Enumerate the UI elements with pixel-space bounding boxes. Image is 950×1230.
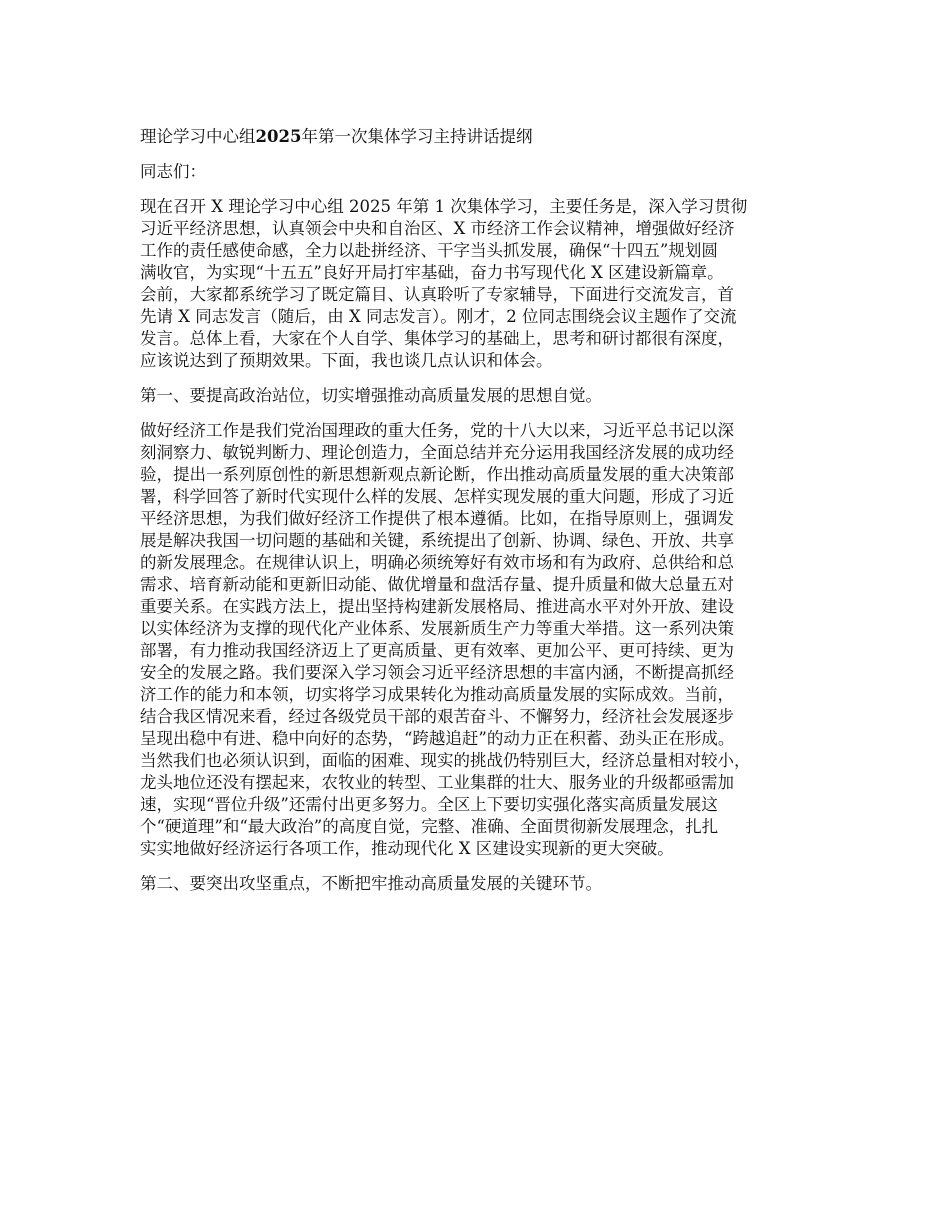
paragraph-line: 展是解决我国一切问题的基础和关键，系统提出了创新、协调、绿色、开放、共享	[140, 531, 734, 550]
paragraph-line: 结合我区情况来看，经过各级党员干部的艰苦奋斗、不懈努力，经济社会发展逐步	[140, 707, 734, 726]
paragraph-line: 刻洞察力、敏锐判断力、理论创造力，全面总结并充分运用我国经济发展的成功经	[140, 443, 734, 462]
paragraph-line: 现在召开 X 理论学习中心组 2025 年第 1 次集体学习，主要任务是，深入学习贯彻	[140, 197, 748, 216]
paragraph-line: 工作的责任感使命感，全力以赴拼经济、干字当头抓发展，确保“十四五”规划圆	[140, 241, 718, 260]
intro-paragraph	[140, 196, 830, 372]
document-body	[140, 126, 830, 908]
paragraph-line: 重要关系。在实践方法上，提出坚持构建新发展格局、推进高水平对外开放、建设	[140, 597, 734, 616]
paragraph-line: 个“硬道理”和“最大政治”的高度自觉，完整、准确、全面贯彻新发展理念，扎扎	[140, 817, 719, 836]
paragraph-line: 发言。总体上看，大家在个人自学、集体学习的基础上，思考和研讨都很有深度，	[140, 329, 734, 348]
paragraph-line: 当然我们也必须认识到，面临的困难、现实的挑战仍特别巨大，经济总量相对较小，	[140, 751, 751, 770]
paragraph-line: 速，实现“晋位升级”还需付出更多努力。全区上下要切实强化落实高质量发展这	[140, 795, 718, 814]
paragraph-line: 署，科学回答了新时代实现什么样的发展、怎样实现发展的重大问题，形成了习近	[140, 487, 734, 506]
paragraph-line: 验，提出一系列原创性的新思想新观点新论断，作出推动高质量发展的重大决策部	[140, 465, 734, 484]
paragraph-line: 会前，大家都系统学习了既定篇目、认真聆听了专家辅导，下面进行交流发言，首	[140, 285, 734, 304]
paragraph-line: 部署，有力推动我国经济迈上了更高质量、更有效率、更加公平、更可持续、更为	[140, 641, 734, 660]
paragraph-line: 呈现出稳中有进、稳中向好的态势，“跨越追赶”的动力正在积蓄、劲头正在形成。	[140, 729, 735, 748]
title-year: 2025	[255, 127, 302, 146]
paragraph-line: 实实地做好经济运行各项工作，推动现代化 X 区建设实现新的更大突破。	[140, 839, 674, 858]
section-1-paragraph	[140, 420, 830, 860]
salutation: 同志们：	[140, 162, 206, 181]
paragraph-line: 济工作的能力和本领，切实将学习成果转化为推动高质量发展的实际成效。当前，	[140, 685, 734, 704]
paragraph-line: 安全的发展之路。我们要深入学习领会习近平经济思想的丰富内涵，不断提高抓经	[140, 663, 734, 682]
document-title	[140, 126, 830, 148]
paragraph-line: 做好经济工作是我们党治国理政的重大任务，党的十八大以来，习近平总书记以深	[140, 421, 734, 440]
section-1-heading: 第一、要提高政治站位，切实增强推动高质量发展的思想自觉。	[140, 386, 602, 405]
paragraph-line: 先请 X 同志发言（随后，由 X 同志发言）。刚才，2 位同志围绕会议主题作了交流	[140, 307, 737, 326]
section-2-heading: 第二、要突出攻坚重点，不断把牢推动高质量发展的关键环节。	[140, 874, 602, 893]
title-part2: 年第一次集体学习主持讲话提纲	[301, 127, 533, 146]
paragraph-line: 习近平经济思想，认真领会中央和自治区、X 市经济工作会议精神，增强做好经济	[140, 219, 735, 238]
title-part1: 理论学习中心组	[140, 127, 256, 146]
paragraph-line: 满收官，为实现“十五五”良好开局打牢基础，奋力书写现代化 X 区建设新篇章。	[140, 263, 724, 282]
paragraph-line: 的新发展理念。在规律认识上，明确必须统筹好有效市场和有为政府、总供给和总	[140, 553, 734, 572]
paragraph-line: 龙头地位还没有摆起来，农牧业的转型、工业集群的壮大、服务业的升级都亟需加	[140, 773, 734, 792]
paragraph-line: 平经济思想，为我们做好经济工作提供了根本遵循。比如，在指导原则上，强调发	[140, 509, 734, 528]
paragraph-line: 以实体经济为支撑的现代化产业体系、发展新质生产力等重大举措。这一系列决策	[140, 619, 734, 638]
paragraph-line: 应该说达到了预期效果。下面，我也谈几点认识和体会。	[140, 351, 553, 370]
paragraph-line: 需求、培育新动能和更新旧动能、做优增量和盘活存量、提升质量和做大总量五对	[140, 575, 734, 594]
